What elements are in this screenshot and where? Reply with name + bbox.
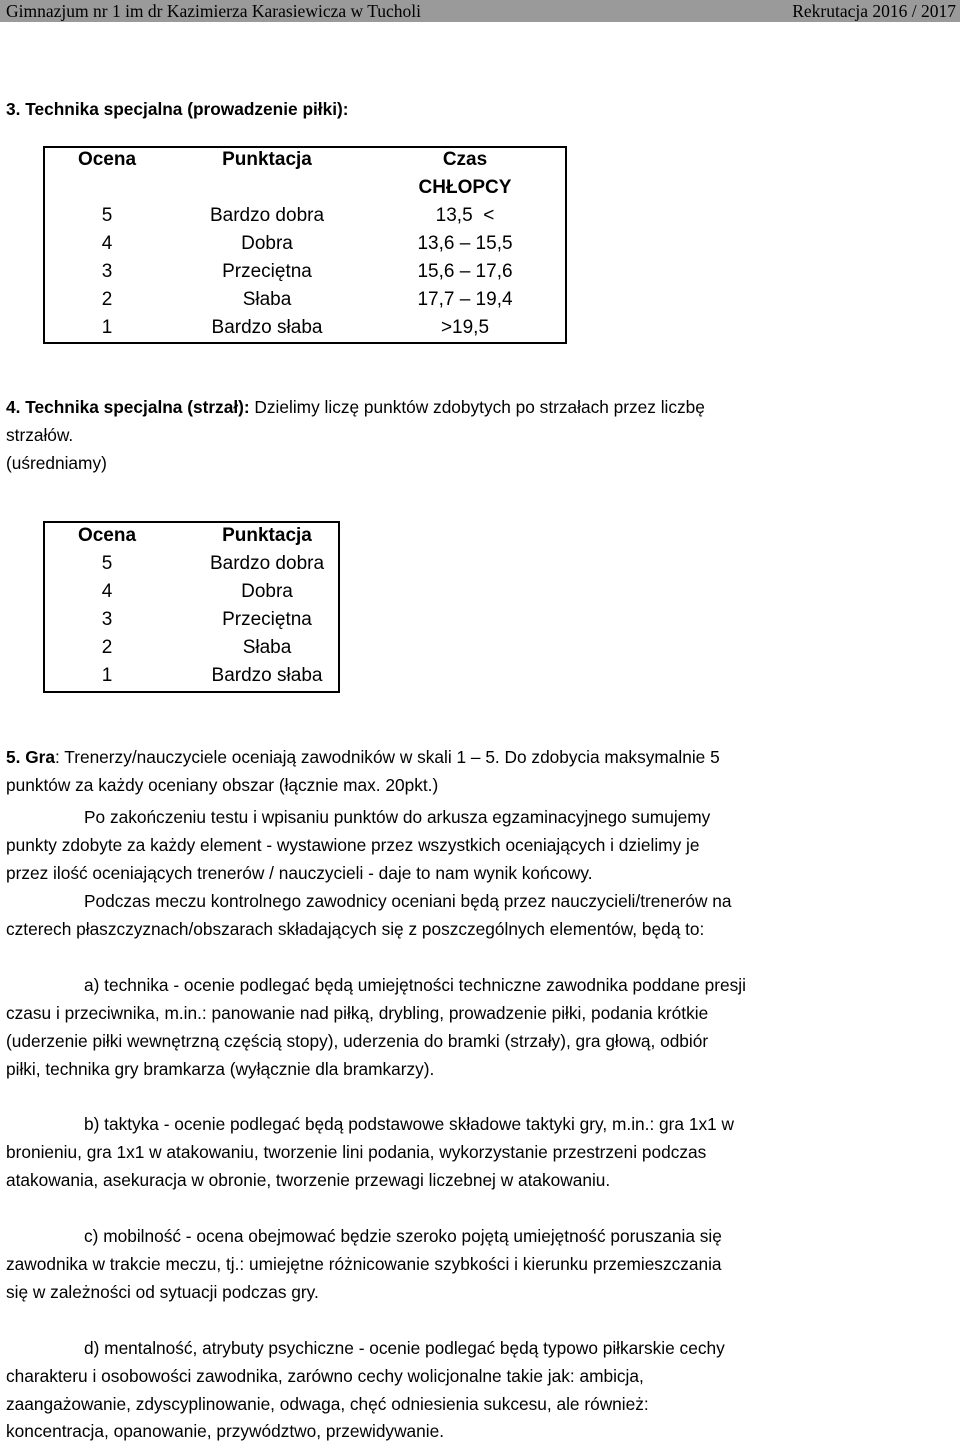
paragraph-line: zaangażowanie, zdyscyplinowanie, odwaga, chęć odniesienia sukcesu, ale również: — [6, 1394, 649, 1414]
table-cell: Słaba — [242, 637, 292, 658]
section5-text: : Trenerzy/nauczyciele oceniają zawodników w skali 1 – 5. Do zdobycia maksymalnie 5 — [55, 747, 720, 767]
paragraph-line: piłki, technika gry bramkarza (wyłącznie dla bramkarzy). — [6, 1059, 435, 1079]
paragraph-line: czasu i przeciwnika, m.in.: panowanie nad piłką, drybling, prowadzenie piłki, podania krótkie — [6, 1003, 709, 1023]
table-cell: 5 — [101, 553, 113, 574]
paragraph-line: charakteru i osobowości zawodnika, zarówno cechy wolicjonalne takie jak: ambicja, — [6, 1366, 644, 1386]
paragraph-line: atakowania, asekuracja w obronie, tworzenie przewagi liczebnej w atakowaniu. — [6, 1170, 611, 1190]
table-cell: 1 — [101, 317, 113, 338]
paragraph-line: punkty zdobyte za każdy element - wystawione przez wszystkich oceniających i dzielimy je — [6, 835, 700, 855]
table-cell: >19,5 — [440, 317, 490, 338]
table-cell: Bardzo dobra — [209, 205, 325, 226]
paragraph-line: przez ilość oceniających trenerów / nauczycieli - daje to nam wynik końcowy. — [6, 863, 593, 883]
table-cell: Przeciętna — [222, 261, 312, 282]
page-header — [0, 0, 960, 22]
col-punktacja-header: Punktacja — [222, 149, 312, 170]
school-name: Gimnazjum nr 1 im dr Kazimierza Karasiewicza w Tucholi — [6, 1, 422, 21]
table-cell: 13,5 < — [435, 205, 495, 226]
table-cell: Dobra — [241, 233, 293, 254]
paragraph-line: punktów za każdy oceniany obszar (łącznie max. 20pkt.) — [6, 775, 439, 795]
paragraph-line: a) technika - ocenie podlegać będą umiejętności techniczne zawodnika poddane presji — [84, 975, 746, 995]
col-ocena-header: Ocena — [77, 149, 137, 170]
paragraph-line: c) mobilność - ocena obejmować będzie szeroko pojętą umiejętność poruszania się — [84, 1226, 722, 1246]
paragraph-line: Podczas meczu kontrolnego zawodnicy oceniani będą przez nauczycieli/trenerów na — [84, 891, 732, 911]
table-cell: 2 — [101, 289, 113, 310]
col-punktacja-header: Punktacja — [222, 525, 312, 546]
paragraph-line: bronieniu, gra 1x1 w atakowaniu, tworzenie lini podania, wykorzystanie przestrzeni podczas — [6, 1142, 707, 1162]
paragraph-line: zawodnika w trakcie meczu, tj.: umiejętne różnicowanie szybkości i kierunku przemieszczania — [6, 1254, 722, 1274]
table-cell: 3 — [101, 609, 113, 630]
table-cell: 5 — [101, 205, 113, 226]
table-cell: Przeciętna — [222, 609, 312, 630]
table-cell: Bardzo dobra — [209, 553, 325, 574]
paragraph-line: czterech płaszczyznach/obszarach składających się z poszczególnych elementów, będą to: — [6, 919, 705, 939]
section5-line — [6, 743, 720, 771]
section4-line3: (uśredniamy) — [6, 453, 107, 473]
section3-title: 3. Technika specjalna (prowadzenie piłki): — [6, 99, 349, 119]
col-ocena-header: Ocena — [77, 525, 137, 546]
section4-title: 4. Technika specjalna (strzał): — [6, 397, 250, 417]
table-cell: 2 — [101, 637, 113, 658]
paragraph-line: Po zakończeniu testu i wpisaniu punktów do arkusza egzaminacyjnego sumujemy — [84, 807, 711, 827]
table-cell: Bardzo słaba — [211, 665, 323, 686]
table-cell: 1 — [101, 665, 113, 686]
table-cell: Dobra — [241, 581, 293, 602]
table-cell: 15,6 – 17,6 — [417, 261, 513, 282]
paragraph-line: b) taktyka - ocenie podlegać będą podstawowe składowe taktyki gry, m.in.: gra 1x1 w — [84, 1114, 734, 1134]
table-cell: 13,6 – 15,5 — [417, 233, 513, 254]
paragraph-line: d) mentalność, atrybuty psychiczne - ocenie podlegać będą typowo piłkarskie cechy — [84, 1338, 725, 1358]
paragraph-line: się w zależności od sytuacji podczas gry. — [6, 1282, 319, 1302]
section5-title: 5. Gra — [6, 747, 55, 767]
paragraph-line: koncentracja, opanowanie, przywództwo, przewidywanie. — [6, 1421, 445, 1441]
section4-title-rest: Dzielimy liczę punktów zdobytych po strzałach przez liczbę — [249, 397, 705, 417]
chlopcy-subheader: CHŁOPCY — [418, 177, 512, 198]
paragraph-line: (uderzenie piłki wewnętrzną częścią stopy), uderzenia do bramki (strzały), gra głową, odbiór — [6, 1031, 709, 1051]
section4-line2: strzałów. — [6, 425, 74, 445]
table-cell: 17,7 – 19,4 — [417, 289, 513, 310]
col-czas-header: Czas — [442, 149, 488, 170]
table-cell: 4 — [101, 233, 113, 254]
table-cell: Słaba — [242, 289, 292, 310]
recruitment-year: Rekrutacja 2016 / 2017 — [792, 1, 956, 21]
table-cell: Bardzo słaba — [211, 317, 323, 338]
table-cell: 3 — [101, 261, 113, 282]
table-cell: 4 — [101, 581, 113, 602]
section4-title-line — [6, 393, 705, 421]
